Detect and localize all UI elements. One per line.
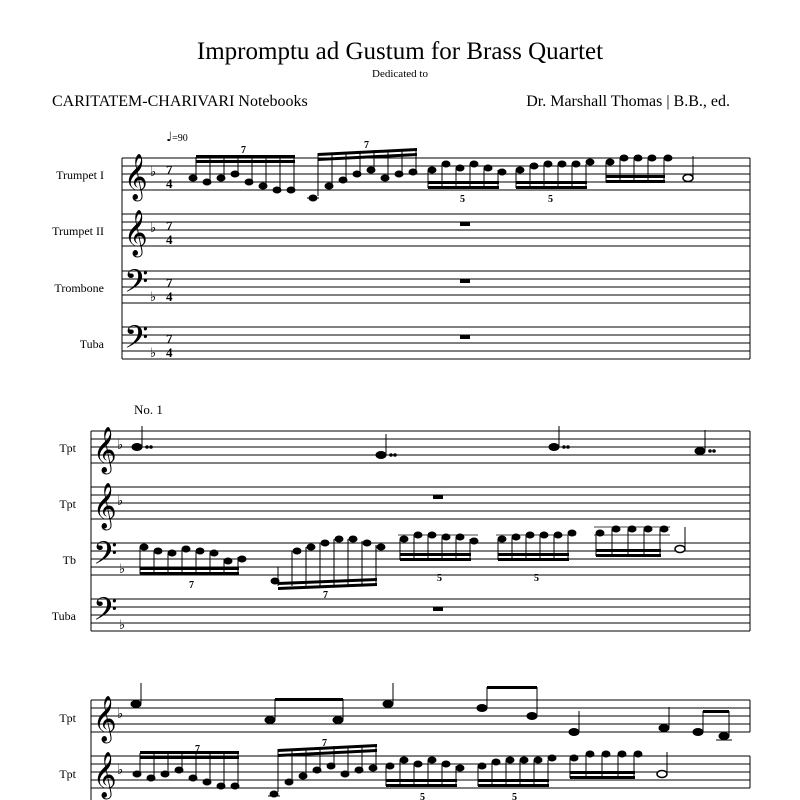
staff-lines — [122, 327, 750, 359]
flat-icon: ♭ — [119, 618, 126, 633]
trumpet1-melody — [131, 683, 732, 740]
time-signature-bottom: 4 — [166, 176, 173, 191]
flat-icon: ♭ — [117, 438, 124, 453]
treble-clef-icon: 𝄞 — [93, 696, 117, 742]
bass-clef-icon: 𝄢 — [93, 591, 118, 635]
trombone-passage — [140, 526, 685, 590]
tempo-value: =90 — [172, 133, 188, 144]
bass-clef-icon: 𝄢 — [124, 263, 149, 307]
staff-lines — [91, 700, 750, 732]
whole-rest-icon — [460, 222, 470, 226]
instrument-label-tuba: Tuba — [51, 609, 76, 623]
whole-rest-icon — [460, 335, 470, 339]
treble-clef-icon: 𝄞 — [124, 154, 148, 200]
instrument-label-tb: Tb — [62, 553, 76, 567]
bass-clef-icon: 𝄢 — [124, 319, 149, 363]
staff-lines — [91, 431, 750, 463]
staff-lines — [91, 487, 750, 519]
section-mark: No. 1 — [134, 402, 163, 417]
flat-icon: ♭ — [117, 494, 124, 509]
trumpet2-passage — [133, 744, 667, 797]
staff-lines — [91, 756, 750, 788]
flat-icon: ♭ — [150, 290, 157, 305]
treble-clef-icon: 𝄞 — [124, 210, 148, 256]
tuplet-number: 5 — [420, 792, 425, 800]
tuplet-number: 5 — [534, 573, 539, 584]
score-title: Impromptu ad Gustum for Brass Quartet — [196, 38, 604, 65]
tuplet-number: 7 — [189, 580, 194, 591]
tuplet-number: 5 — [460, 194, 465, 205]
treble-clef-icon: 𝄞 — [93, 752, 117, 798]
instrument-label-trombone: Trombone — [54, 281, 104, 295]
tuplet-number: 5 — [512, 792, 517, 800]
publisher: CARITATEM-CHARIVARI Notebooks — [52, 93, 308, 110]
staff-lines — [122, 214, 750, 246]
time-signature-top: 7 — [166, 162, 173, 177]
flat-icon: ♭ — [150, 221, 157, 236]
dedication: Dedicated to — [372, 68, 428, 80]
tuplet-number: 7 — [364, 140, 369, 151]
time-signature-top: 7 — [166, 331, 173, 346]
instrument-label-trumpet-1: Trumpet I — [56, 168, 104, 182]
flat-icon: ♭ — [150, 165, 157, 180]
bass-clef-icon: 𝄢 — [93, 535, 118, 579]
quarter-note-icon: ♩ — [166, 130, 173, 145]
instrument-label-tpt: Tpt — [59, 441, 76, 455]
treble-clef-icon: 𝄞 — [93, 427, 117, 473]
editor: Dr. Marshall Thomas | B.B., ed. — [526, 93, 730, 110]
staff-lines — [122, 271, 750, 303]
time-signature-bottom: 4 — [166, 289, 173, 304]
flat-icon: ♭ — [117, 763, 124, 778]
instrument-label-tuba: Tuba — [79, 337, 104, 351]
tuplet-number: 5 — [548, 194, 553, 205]
instrument-label-tpt: Tpt — [59, 711, 76, 725]
whole-rest-icon — [433, 495, 443, 499]
instrument-label-tpt: Tpt — [59, 767, 76, 781]
instrument-label-tpt: Tpt — [59, 497, 76, 511]
tuplet-number: 7 — [322, 738, 327, 749]
flat-icon: ♭ — [117, 707, 124, 722]
flat-icon: ♭ — [119, 562, 126, 577]
staff-lines — [91, 599, 750, 631]
time-signature-top: 7 — [166, 218, 173, 233]
tuplet-number: 7 — [241, 145, 246, 156]
measure-rests — [433, 222, 470, 611]
whole-rest-icon — [433, 607, 443, 611]
tuplet-number: 7 — [195, 744, 200, 755]
treble-clef-icon: 𝄞 — [93, 483, 117, 529]
time-signature-bottom: 4 — [166, 345, 173, 360]
tuplet-number: 5 — [437, 573, 442, 584]
flat-icon: ♭ — [150, 346, 157, 361]
time-signature-top: 7 — [166, 275, 173, 290]
time-signature-bottom: 4 — [166, 232, 173, 247]
tuplet-number: 7 — [323, 590, 328, 601]
whole-rest-icon — [460, 279, 470, 283]
instrument-label-trumpet-2: Trumpet II — [52, 224, 104, 238]
